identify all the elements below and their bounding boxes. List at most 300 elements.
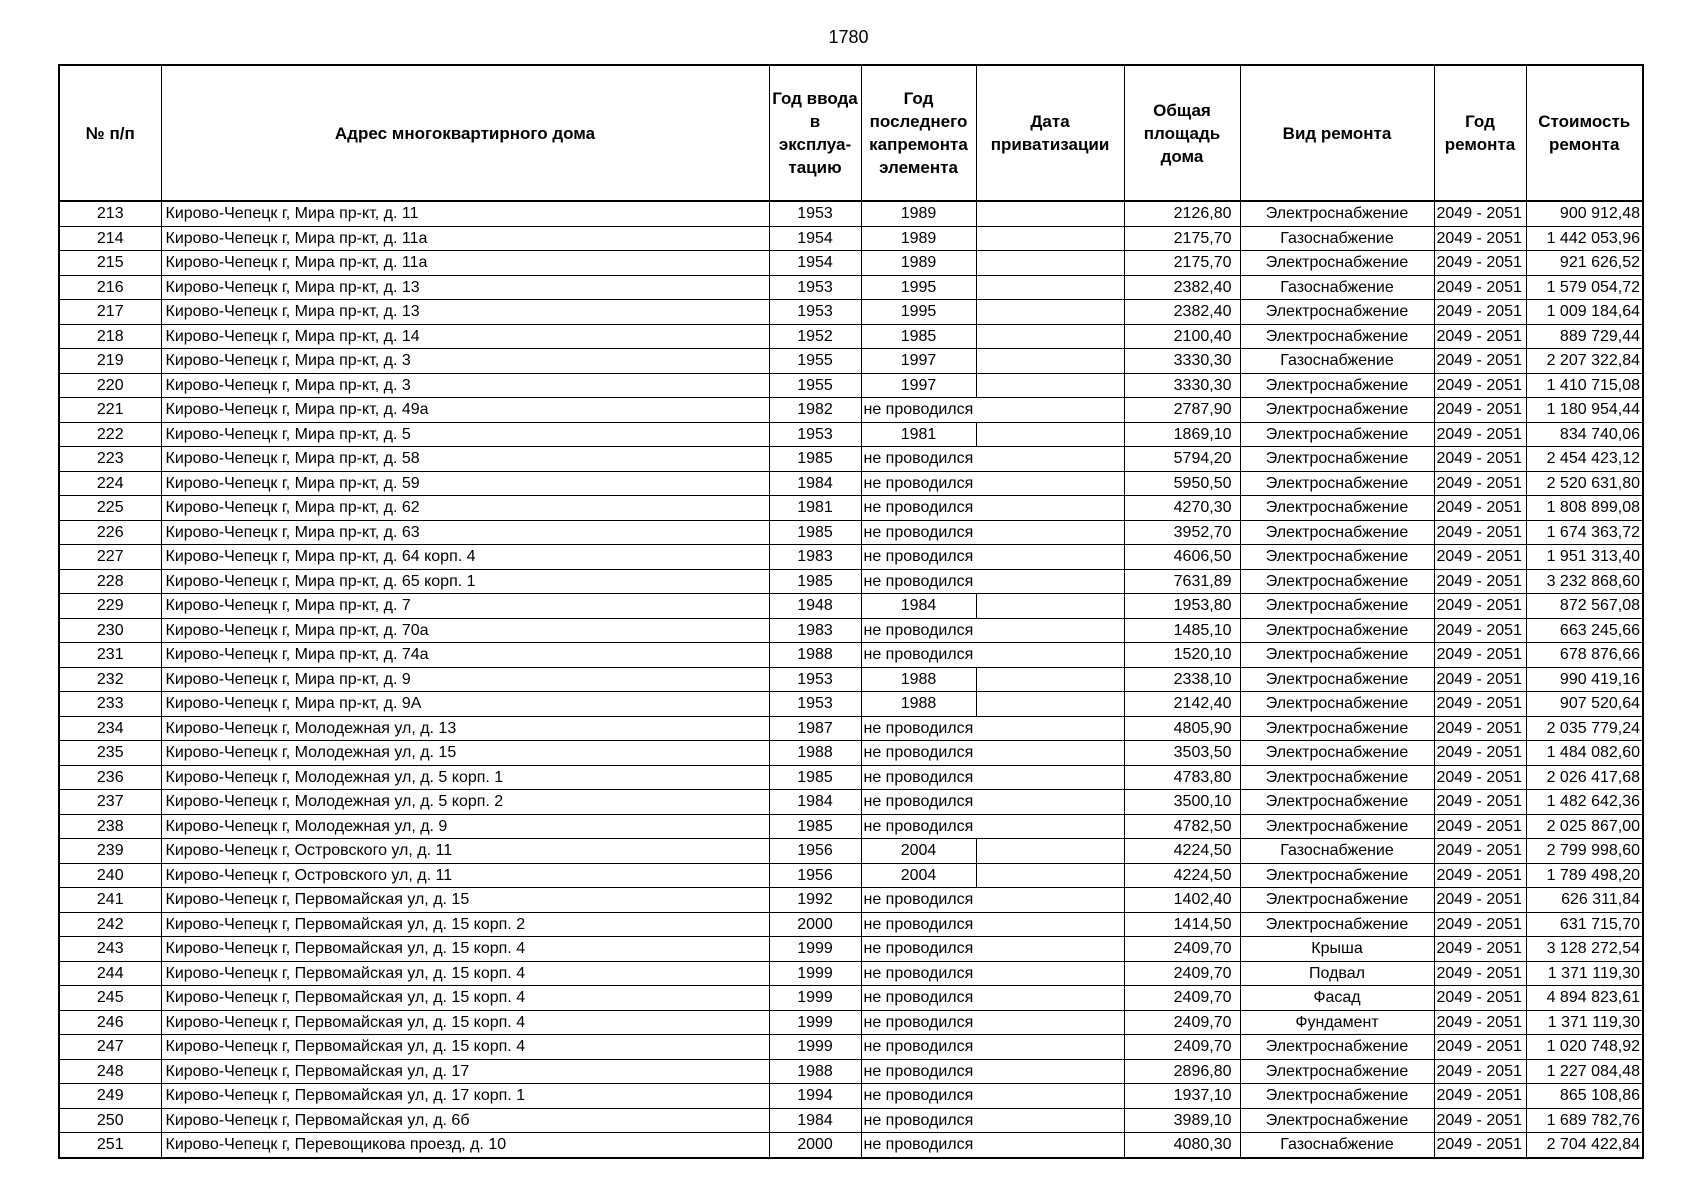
cell-privatization bbox=[976, 986, 1124, 1011]
cell-repair-type: Фундамент bbox=[1240, 1010, 1434, 1035]
cell-num: 213 bbox=[59, 201, 161, 226]
cell-num: 237 bbox=[59, 790, 161, 815]
cell-privatization bbox=[976, 863, 1124, 888]
cell-num: 220 bbox=[59, 373, 161, 398]
cell-last-repair: 2004 bbox=[861, 839, 976, 864]
cell-num: 247 bbox=[59, 1035, 161, 1060]
cell-repair-year: 2049 - 2051 bbox=[1434, 961, 1526, 986]
cell-last-repair: не проводился bbox=[861, 765, 976, 790]
cell-address: Кирово-Чепецк г, Мира пр-кт, д. 58 bbox=[161, 447, 769, 472]
cell-year-built: 1999 bbox=[769, 1010, 861, 1035]
table-row bbox=[59, 643, 1643, 668]
cell-last-repair: не проводился bbox=[861, 912, 976, 937]
cell-area: 2409,70 bbox=[1124, 961, 1240, 986]
table-row bbox=[59, 398, 1643, 423]
cell-area: 3952,70 bbox=[1124, 520, 1240, 545]
cell-privatization bbox=[976, 888, 1124, 913]
cell-num: 232 bbox=[59, 667, 161, 692]
cell-address: Кирово-Чепецк г, Первомайская ул, д. 15 корп. 4 bbox=[161, 937, 769, 962]
table-row bbox=[59, 520, 1643, 545]
cell-repair-type: Электроснабжение bbox=[1240, 1035, 1434, 1060]
cell-address: Кирово-Чепецк г, Молодежная ул, д. 9 bbox=[161, 814, 769, 839]
cell-address: Кирово-Чепецк г, Мира пр-кт, д. 13 bbox=[161, 300, 769, 325]
cell-year-built: 1984 bbox=[769, 471, 861, 496]
cell-last-repair: не проводился bbox=[861, 398, 976, 423]
cell-repair-year: 2049 - 2051 bbox=[1434, 569, 1526, 594]
cell-num: 249 bbox=[59, 1084, 161, 1109]
cell-last-repair: не проводился bbox=[861, 716, 976, 741]
cell-year-built: 1999 bbox=[769, 1035, 861, 1060]
cell-repair-year: 2049 - 2051 bbox=[1434, 226, 1526, 251]
cell-privatization bbox=[976, 447, 1124, 472]
cell-cost: 1 227 084,48 bbox=[1526, 1059, 1643, 1084]
cell-area: 4224,50 bbox=[1124, 839, 1240, 864]
cell-repair-type: Электроснабжение bbox=[1240, 373, 1434, 398]
cell-num: 215 bbox=[59, 251, 161, 276]
cell-cost: 1 180 954,44 bbox=[1526, 398, 1643, 423]
cell-address: Кирово-Чепецк г, Мира пр-кт, д. 9А bbox=[161, 692, 769, 717]
cell-area: 4805,90 bbox=[1124, 716, 1240, 741]
cell-area: 2338,10 bbox=[1124, 667, 1240, 692]
cell-num: 251 bbox=[59, 1133, 161, 1158]
cell-repair-type: Электроснабжение bbox=[1240, 790, 1434, 815]
cell-year-built: 1985 bbox=[769, 569, 861, 594]
cell-cost: 1 579 054,72 bbox=[1526, 275, 1643, 300]
cell-privatization bbox=[976, 594, 1124, 619]
cell-last-repair: не проводился bbox=[861, 1084, 976, 1109]
cell-repair-year: 2049 - 2051 bbox=[1434, 1059, 1526, 1084]
cell-repair-type: Электроснабжение bbox=[1240, 741, 1434, 766]
cell-area: 5950,50 bbox=[1124, 471, 1240, 496]
cell-cost: 889 729,44 bbox=[1526, 324, 1643, 349]
cell-repair-year: 2049 - 2051 bbox=[1434, 986, 1526, 1011]
cell-privatization bbox=[976, 643, 1124, 668]
cell-last-repair: не проводился bbox=[861, 496, 976, 521]
cell-area: 3330,30 bbox=[1124, 373, 1240, 398]
cell-repair-type: Электроснабжение bbox=[1240, 863, 1434, 888]
cell-repair-year: 2049 - 2051 bbox=[1434, 594, 1526, 619]
table-row bbox=[59, 1133, 1643, 1158]
cell-last-repair: 2004 bbox=[861, 863, 976, 888]
cell-cost: 2 704 422,84 bbox=[1526, 1133, 1643, 1158]
cell-area: 3500,10 bbox=[1124, 790, 1240, 815]
cell-cost: 1 020 748,92 bbox=[1526, 1035, 1643, 1060]
cell-privatization bbox=[976, 471, 1124, 496]
header-area: Общая площадь дома bbox=[1124, 65, 1240, 201]
cell-address: Кирово-Чепецк г, Молодежная ул, д. 5 корп. 2 bbox=[161, 790, 769, 815]
cell-privatization bbox=[976, 839, 1124, 864]
cell-year-built: 1953 bbox=[769, 667, 861, 692]
cell-area: 2896,80 bbox=[1124, 1059, 1240, 1084]
cell-repair-year: 2049 - 2051 bbox=[1434, 324, 1526, 349]
cell-num: 234 bbox=[59, 716, 161, 741]
cell-address: Кирово-Чепецк г, Островского ул, д. 11 bbox=[161, 863, 769, 888]
cell-num: 236 bbox=[59, 765, 161, 790]
cell-last-repair: не проводился bbox=[861, 937, 976, 962]
table-row bbox=[59, 447, 1643, 472]
cell-privatization bbox=[976, 373, 1124, 398]
cell-privatization bbox=[976, 961, 1124, 986]
cell-repair-year: 2049 - 2051 bbox=[1434, 520, 1526, 545]
cell-cost: 2 799 998,60 bbox=[1526, 839, 1643, 864]
cell-year-built: 1955 bbox=[769, 373, 861, 398]
cell-last-repair: не проводился bbox=[861, 814, 976, 839]
table-row bbox=[59, 986, 1643, 1011]
cell-address: Кирово-Чепецк г, Мира пр-кт, д. 7 bbox=[161, 594, 769, 619]
cell-year-built: 1956 bbox=[769, 863, 861, 888]
cell-num: 243 bbox=[59, 937, 161, 962]
cell-year-built: 1982 bbox=[769, 398, 861, 423]
cell-cost: 1 674 363,72 bbox=[1526, 520, 1643, 545]
cell-address: Кирово-Чепецк г, Перевощикова проезд, д. 10 bbox=[161, 1133, 769, 1158]
cell-repair-year: 2049 - 2051 bbox=[1434, 716, 1526, 741]
cell-privatization bbox=[976, 716, 1124, 741]
table-row bbox=[59, 373, 1643, 398]
cell-num: 246 bbox=[59, 1010, 161, 1035]
cell-year-built: 1999 bbox=[769, 986, 861, 1011]
cell-last-repair: 1997 bbox=[861, 349, 976, 374]
table-row bbox=[59, 251, 1643, 276]
header-year-built: Год ввода в эксплуа-тацию bbox=[769, 65, 861, 201]
cell-address: Кирово-Чепецк г, Мира пр-кт, д. 49а bbox=[161, 398, 769, 423]
cell-cost: 900 912,48 bbox=[1526, 201, 1643, 226]
cell-repair-year: 2049 - 2051 bbox=[1434, 422, 1526, 447]
cell-privatization bbox=[976, 1035, 1124, 1060]
cell-cost: 2 035 779,24 bbox=[1526, 716, 1643, 741]
cell-cost: 872 567,08 bbox=[1526, 594, 1643, 619]
cell-num: 229 bbox=[59, 594, 161, 619]
cell-last-repair: не проводился bbox=[861, 447, 976, 472]
cell-area: 1485,10 bbox=[1124, 618, 1240, 643]
header-privatization: Дата приватизации bbox=[976, 65, 1124, 201]
cell-address: Кирово-Чепецк г, Мира пр-кт, д. 64 корп. 4 bbox=[161, 545, 769, 570]
cell-privatization bbox=[976, 398, 1124, 423]
table-row bbox=[59, 496, 1643, 521]
cell-area: 2409,70 bbox=[1124, 1010, 1240, 1035]
cell-repair-year: 2049 - 2051 bbox=[1434, 814, 1526, 839]
cell-privatization bbox=[976, 349, 1124, 374]
table-row bbox=[59, 741, 1643, 766]
cell-area: 2100,40 bbox=[1124, 324, 1240, 349]
cell-area: 2142,40 bbox=[1124, 692, 1240, 717]
cell-year-built: 1983 bbox=[769, 545, 861, 570]
header-repair-type: Вид ремонта bbox=[1240, 65, 1434, 201]
cell-address: Кирово-Чепецк г, Мира пр-кт, д. 65 корп. 1 bbox=[161, 569, 769, 594]
cell-last-repair: 1981 bbox=[861, 422, 976, 447]
cell-address: Кирово-Чепецк г, Мира пр-кт, д. 70а bbox=[161, 618, 769, 643]
cell-num: 233 bbox=[59, 692, 161, 717]
cell-privatization bbox=[976, 226, 1124, 251]
cell-cost: 865 108,86 bbox=[1526, 1084, 1643, 1109]
cell-repair-type: Электроснабжение bbox=[1240, 814, 1434, 839]
cell-address: Кирово-Чепецк г, Островского ул, д. 11 bbox=[161, 839, 769, 864]
cell-repair-year: 2049 - 2051 bbox=[1434, 643, 1526, 668]
cell-year-built: 1953 bbox=[769, 422, 861, 447]
cell-repair-type: Электроснабжение bbox=[1240, 251, 1434, 276]
cell-privatization bbox=[976, 765, 1124, 790]
cell-num: 235 bbox=[59, 741, 161, 766]
cell-repair-year: 2049 - 2051 bbox=[1434, 765, 1526, 790]
cell-repair-type: Электроснабжение bbox=[1240, 496, 1434, 521]
cell-privatization bbox=[976, 1108, 1124, 1133]
cell-last-repair: не проводился bbox=[861, 790, 976, 815]
table-row bbox=[59, 863, 1643, 888]
table-row bbox=[59, 594, 1643, 619]
cell-cost: 921 626,52 bbox=[1526, 251, 1643, 276]
cell-address: Кирово-Чепецк г, Мира пр-кт, д. 13 bbox=[161, 275, 769, 300]
header-repair-year: Год ремонта bbox=[1434, 65, 1526, 201]
cell-privatization bbox=[976, 251, 1124, 276]
cell-last-repair: не проводился bbox=[861, 1059, 976, 1084]
cell-cost: 1 808 899,08 bbox=[1526, 496, 1643, 521]
table-row bbox=[59, 790, 1643, 815]
cell-year-built: 1953 bbox=[769, 275, 861, 300]
cell-repair-type: Подвал bbox=[1240, 961, 1434, 986]
cell-year-built: 1953 bbox=[769, 201, 861, 226]
cell-privatization bbox=[976, 569, 1124, 594]
cell-cost: 678 876,66 bbox=[1526, 643, 1643, 668]
cell-num: 226 bbox=[59, 520, 161, 545]
cell-last-repair: 1989 bbox=[861, 226, 976, 251]
cell-address: Кирово-Чепецк г, Первомайская ул, д. 15 корп. 4 bbox=[161, 961, 769, 986]
cell-privatization bbox=[976, 324, 1124, 349]
cell-last-repair: 1985 bbox=[861, 324, 976, 349]
cell-area: 2409,70 bbox=[1124, 1035, 1240, 1060]
header-num: № п/п bbox=[59, 65, 161, 201]
cell-repair-type: Электроснабжение bbox=[1240, 201, 1434, 226]
cell-last-repair: 1997 bbox=[861, 373, 976, 398]
cell-cost: 1 789 498,20 bbox=[1526, 863, 1643, 888]
cell-area: 4224,50 bbox=[1124, 863, 1240, 888]
cell-cost: 4 894 823,61 bbox=[1526, 986, 1643, 1011]
cell-last-repair: не проводился bbox=[861, 1108, 976, 1133]
cell-privatization bbox=[976, 814, 1124, 839]
cell-privatization bbox=[976, 201, 1124, 226]
cell-num: 214 bbox=[59, 226, 161, 251]
cell-year-built: 1953 bbox=[769, 692, 861, 717]
cell-num: 222 bbox=[59, 422, 161, 447]
table-row bbox=[59, 765, 1643, 790]
cell-last-repair: 1988 bbox=[861, 667, 976, 692]
cell-num: 221 bbox=[59, 398, 161, 423]
cell-repair-type: Электроснабжение bbox=[1240, 569, 1434, 594]
cell-address: Кирово-Чепецк г, Мира пр-кт, д. 11 bbox=[161, 201, 769, 226]
cell-repair-type: Электроснабжение bbox=[1240, 300, 1434, 325]
cell-repair-year: 2049 - 2051 bbox=[1434, 349, 1526, 374]
cell-privatization bbox=[976, 520, 1124, 545]
cell-address: Кирово-Чепецк г, Мира пр-кт, д. 14 bbox=[161, 324, 769, 349]
cell-repair-type: Крыша bbox=[1240, 937, 1434, 962]
cell-year-built: 1994 bbox=[769, 1084, 861, 1109]
page-number: 1780 bbox=[828, 27, 869, 47]
cell-year-built: 1983 bbox=[769, 618, 861, 643]
cell-address: Кирово-Чепецк г, Первомайская ул, д. 15 корп. 4 bbox=[161, 986, 769, 1011]
cell-area: 1402,40 bbox=[1124, 888, 1240, 913]
cell-repair-type: Электроснабжение bbox=[1240, 1084, 1434, 1109]
cell-cost: 1 484 082,60 bbox=[1526, 741, 1643, 766]
cell-cost: 834 740,06 bbox=[1526, 422, 1643, 447]
cell-last-repair: не проводился bbox=[861, 618, 976, 643]
cell-cost: 1 410 715,08 bbox=[1526, 373, 1643, 398]
cell-year-built: 1981 bbox=[769, 496, 861, 521]
cell-area: 4080,30 bbox=[1124, 1133, 1240, 1158]
cell-address: Кирово-Чепецк г, Мира пр-кт, д. 74а bbox=[161, 643, 769, 668]
cell-cost: 1 482 642,36 bbox=[1526, 790, 1643, 815]
cell-address: Кирово-Чепецк г, Первомайская ул, д. 17 корп. 1 bbox=[161, 1084, 769, 1109]
cell-last-repair: не проводился bbox=[861, 520, 976, 545]
cell-address: Кирово-Чепецк г, Мира пр-кт, д. 11а bbox=[161, 251, 769, 276]
cell-year-built: 2000 bbox=[769, 1133, 861, 1158]
cell-address: Кирово-Чепецк г, Мира пр-кт, д. 3 bbox=[161, 373, 769, 398]
cell-repair-year: 2049 - 2051 bbox=[1434, 912, 1526, 937]
cell-year-built: 1984 bbox=[769, 790, 861, 815]
cell-year-built: 1999 bbox=[769, 961, 861, 986]
cell-cost: 663 245,66 bbox=[1526, 618, 1643, 643]
cell-repair-type: Газоснабжение bbox=[1240, 226, 1434, 251]
cell-cost: 2 454 423,12 bbox=[1526, 447, 1643, 472]
cell-area: 1953,80 bbox=[1124, 594, 1240, 619]
cell-area: 4782,50 bbox=[1124, 814, 1240, 839]
cell-privatization bbox=[976, 422, 1124, 447]
cell-area: 3989,10 bbox=[1124, 1108, 1240, 1133]
cell-area: 2409,70 bbox=[1124, 986, 1240, 1011]
table-body bbox=[59, 201, 1643, 1158]
cell-privatization bbox=[976, 790, 1124, 815]
table-row bbox=[59, 912, 1643, 937]
cell-repair-type: Электроснабжение bbox=[1240, 324, 1434, 349]
cell-area: 1414,50 bbox=[1124, 912, 1240, 937]
cell-area: 4783,80 bbox=[1124, 765, 1240, 790]
table-row bbox=[59, 1010, 1643, 1035]
cell-area: 2175,70 bbox=[1124, 251, 1240, 276]
cell-repair-type: Электроснабжение bbox=[1240, 765, 1434, 790]
cell-privatization bbox=[976, 1084, 1124, 1109]
cell-num: 239 bbox=[59, 839, 161, 864]
repair-table bbox=[58, 64, 1644, 1159]
cell-year-built: 1988 bbox=[769, 643, 861, 668]
cell-privatization bbox=[976, 912, 1124, 937]
cell-last-repair: не проводился bbox=[861, 1010, 976, 1035]
cell-repair-type: Электроснабжение bbox=[1240, 888, 1434, 913]
cell-year-built: 1954 bbox=[769, 251, 861, 276]
cell-repair-type: Электроснабжение bbox=[1240, 471, 1434, 496]
cell-area: 2126,80 bbox=[1124, 201, 1240, 226]
cell-repair-type: Электроснабжение bbox=[1240, 618, 1434, 643]
cell-privatization bbox=[976, 937, 1124, 962]
cell-repair-type: Электроснабжение bbox=[1240, 545, 1434, 570]
cell-year-built: 1948 bbox=[769, 594, 861, 619]
table-row bbox=[59, 226, 1643, 251]
cell-repair-year: 2049 - 2051 bbox=[1434, 839, 1526, 864]
cell-repair-type: Электроснабжение bbox=[1240, 1059, 1434, 1084]
table-row bbox=[59, 569, 1643, 594]
cell-address: Кирово-Чепецк г, Мира пр-кт, д. 5 bbox=[161, 422, 769, 447]
cell-last-repair: не проводился bbox=[861, 643, 976, 668]
table-row bbox=[59, 1084, 1643, 1109]
cell-last-repair: не проводился bbox=[861, 1133, 976, 1158]
cell-address: Кирово-Чепецк г, Первомайская ул, д. 15 bbox=[161, 888, 769, 913]
cell-year-built: 1953 bbox=[769, 300, 861, 325]
cell-year-built: 1985 bbox=[769, 765, 861, 790]
cell-num: 227 bbox=[59, 545, 161, 570]
cell-cost: 1 371 119,30 bbox=[1526, 961, 1643, 986]
cell-privatization bbox=[976, 275, 1124, 300]
cell-num: 228 bbox=[59, 569, 161, 594]
cell-num: 216 bbox=[59, 275, 161, 300]
cell-cost: 2 025 867,00 bbox=[1526, 814, 1643, 839]
cell-year-built: 1955 bbox=[769, 349, 861, 374]
cell-privatization bbox=[976, 1133, 1124, 1158]
cell-repair-year: 2049 - 2051 bbox=[1434, 373, 1526, 398]
table-row bbox=[59, 300, 1643, 325]
cell-year-built: 1988 bbox=[769, 741, 861, 766]
cell-num: 224 bbox=[59, 471, 161, 496]
cell-area: 4606,50 bbox=[1124, 545, 1240, 570]
cell-area: 2409,70 bbox=[1124, 937, 1240, 962]
cell-cost: 2 520 631,80 bbox=[1526, 471, 1643, 496]
cell-last-repair: 1984 bbox=[861, 594, 976, 619]
table-row bbox=[59, 1035, 1643, 1060]
cell-privatization bbox=[976, 1010, 1124, 1035]
table-row bbox=[59, 545, 1643, 570]
cell-address: Кирово-Чепецк г, Первомайская ул, д. 15 корп. 2 bbox=[161, 912, 769, 937]
cell-repair-year: 2049 - 2051 bbox=[1434, 275, 1526, 300]
cell-repair-year: 2049 - 2051 bbox=[1434, 398, 1526, 423]
cell-repair-year: 2049 - 2051 bbox=[1434, 300, 1526, 325]
cell-cost: 907 520,64 bbox=[1526, 692, 1643, 717]
cell-repair-year: 2049 - 2051 bbox=[1434, 790, 1526, 815]
cell-num: 223 bbox=[59, 447, 161, 472]
cell-repair-year: 2049 - 2051 bbox=[1434, 692, 1526, 717]
cell-cost: 2 026 417,68 bbox=[1526, 765, 1643, 790]
cell-num: 244 bbox=[59, 961, 161, 986]
cell-year-built: 1954 bbox=[769, 226, 861, 251]
cell-last-repair: не проводился bbox=[861, 471, 976, 496]
table-row bbox=[59, 1059, 1643, 1084]
cell-year-built: 1985 bbox=[769, 520, 861, 545]
cell-address: Кирово-Чепецк г, Молодежная ул, д. 13 bbox=[161, 716, 769, 741]
table-row bbox=[59, 349, 1643, 374]
cell-repair-year: 2049 - 2051 bbox=[1434, 545, 1526, 570]
cell-last-repair: 1995 bbox=[861, 275, 976, 300]
cell-repair-type: Электроснабжение bbox=[1240, 643, 1434, 668]
cell-repair-year: 2049 - 2051 bbox=[1434, 937, 1526, 962]
cell-repair-year: 2049 - 2051 bbox=[1434, 863, 1526, 888]
cell-repair-year: 2049 - 2051 bbox=[1434, 1035, 1526, 1060]
cell-area: 2382,40 bbox=[1124, 275, 1240, 300]
table-row bbox=[59, 937, 1643, 962]
header-last-repair: Год последнего капремонта элемента bbox=[861, 65, 976, 201]
cell-cost: 1 009 184,64 bbox=[1526, 300, 1643, 325]
cell-privatization bbox=[976, 741, 1124, 766]
cell-repair-year: 2049 - 2051 bbox=[1434, 741, 1526, 766]
cell-address: Кирово-Чепецк г, Молодежная ул, д. 5 корп. 1 bbox=[161, 765, 769, 790]
cell-repair-type: Электроснабжение bbox=[1240, 692, 1434, 717]
table-row bbox=[59, 814, 1643, 839]
cell-repair-type: Газоснабжение bbox=[1240, 1133, 1434, 1158]
cell-repair-type: Электроснабжение bbox=[1240, 667, 1434, 692]
cell-last-repair: не проводился bbox=[861, 961, 976, 986]
cell-cost: 1 951 313,40 bbox=[1526, 545, 1643, 570]
cell-privatization bbox=[976, 692, 1124, 717]
cell-year-built: 1984 bbox=[769, 1108, 861, 1133]
cell-area: 1937,10 bbox=[1124, 1084, 1240, 1109]
cell-last-repair: не проводился bbox=[861, 741, 976, 766]
cell-year-built: 1985 bbox=[769, 447, 861, 472]
cell-address: Кирово-Чепецк г, Молодежная ул, д. 15 bbox=[161, 741, 769, 766]
cell-privatization bbox=[976, 545, 1124, 570]
table-row bbox=[59, 961, 1643, 986]
